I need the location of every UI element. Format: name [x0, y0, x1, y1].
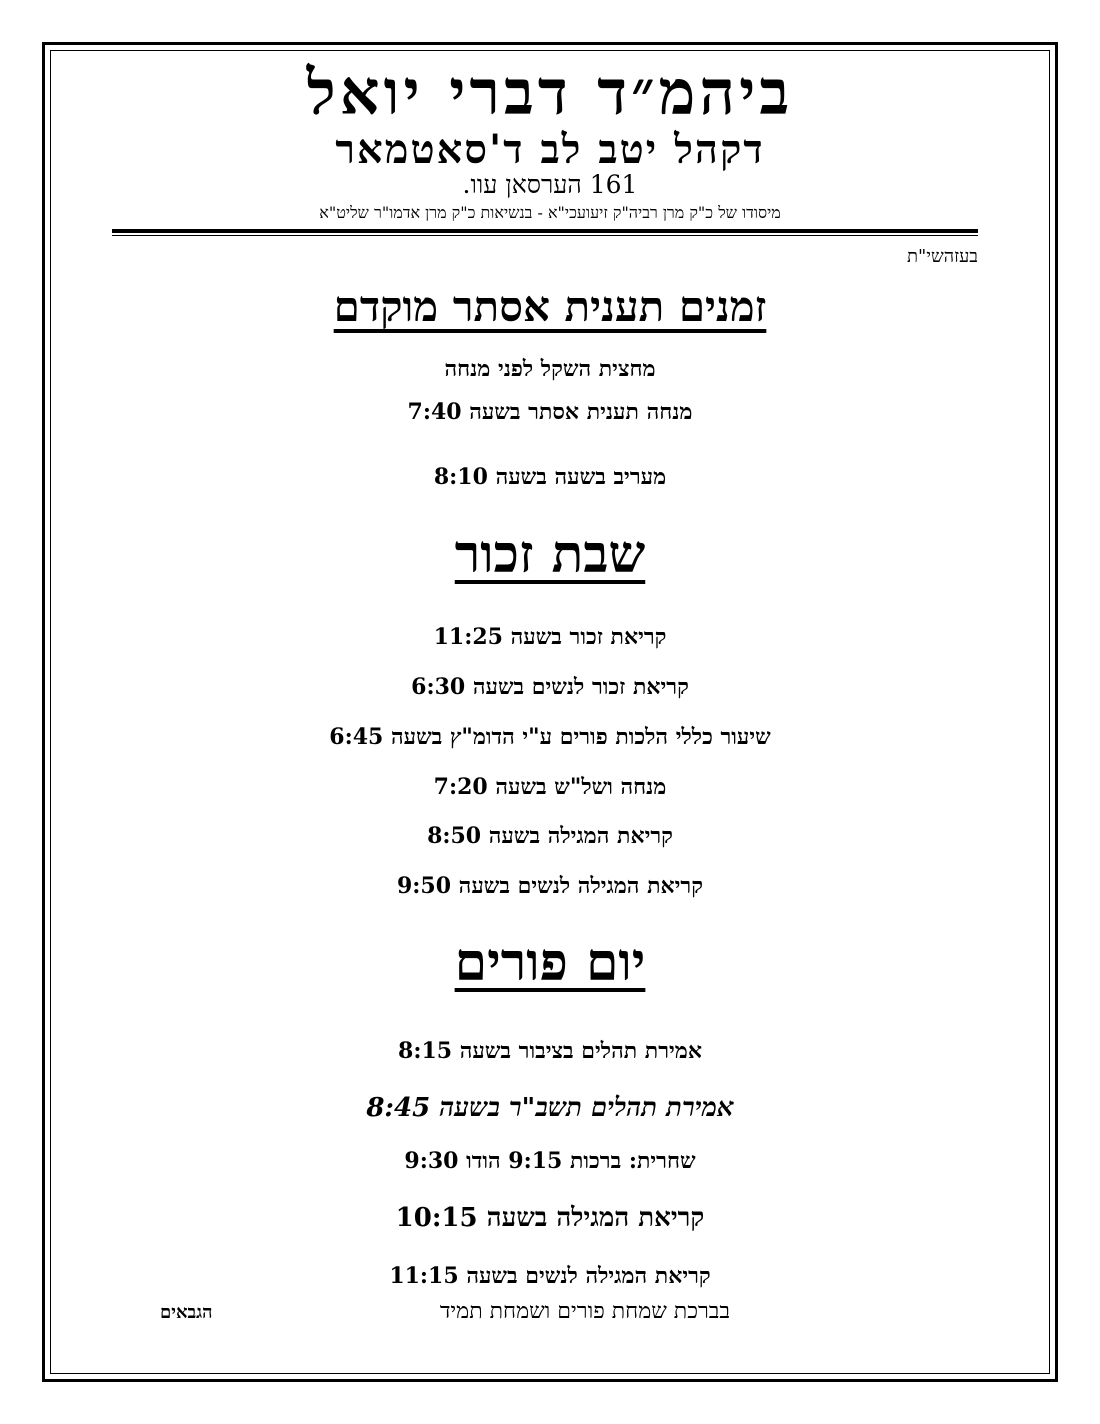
header-rule-thick: [112, 229, 978, 233]
page-subtitle: דקהל יטב לב ד'סאטמאר: [335, 126, 765, 173]
schedule-row: קריאת המגילה לנשים בשעה 9:50: [396, 873, 704, 899]
schedule-row: קריאת המגילה בשעה 8:50: [427, 823, 673, 849]
section-heading-taanit: זמנים תענית אסתר מוקדם: [333, 282, 767, 331]
page-title: ביהמ״ד דברי יואל: [306, 56, 794, 129]
header-rule-thin: [112, 235, 978, 236]
blessing-line: בברכת שמחת פורים ושמחת תמיד: [439, 1299, 730, 1324]
schedule-row: מנחה תענית אסתר בשעה 7:40: [407, 399, 693, 425]
schedule-row: מחצית השקל לפני מנחה: [444, 356, 656, 382]
section-heading-purim: יום פורים: [454, 932, 646, 993]
schedule-row: קריאת המגילה לנשים בשעה 11:15: [389, 1263, 711, 1289]
founded-line: מיסודו של כ"ק מרן רביה"ק זיעועכי"א - בנשיאות כ"ק מרן אדמו"ר שליט"א: [319, 203, 781, 222]
schedule-row: מנחה ושל"ש בשעה 7:20: [433, 774, 667, 800]
schedule-row: שחרית: ברכות 9:15 הודו 9:30: [404, 1148, 696, 1174]
schedule-row: קריאת המגילה בשעה 10:15: [395, 1203, 705, 1233]
signature: הגבאים: [160, 1302, 213, 1323]
schedule-row: אמירת תהלים תשב"ר בשעה 8:45: [366, 1093, 734, 1123]
address: 161 הערסאן עוו.: [462, 170, 638, 199]
schedule-row: שיעור כללי הלכות פורים ע"י הדומ"ץ בשעה 6:45: [329, 724, 771, 750]
inner-border: [50, 50, 1050, 1374]
bezh-mark: בעזהשי"ת: [907, 246, 978, 267]
schedule-row: קריאת זכור לנשים בשעה 6:30: [411, 674, 689, 700]
section-heading-shabbat-zachor: שבת זכור: [454, 524, 646, 585]
schedule-row: מעריב בשעה בשעה 8:10: [433, 464, 667, 490]
schedule-row: אמירת תהלים בציבור בשעה 8:15: [398, 1038, 702, 1064]
schedule-row: קריאת זכור בשעה 11:25: [433, 624, 667, 650]
